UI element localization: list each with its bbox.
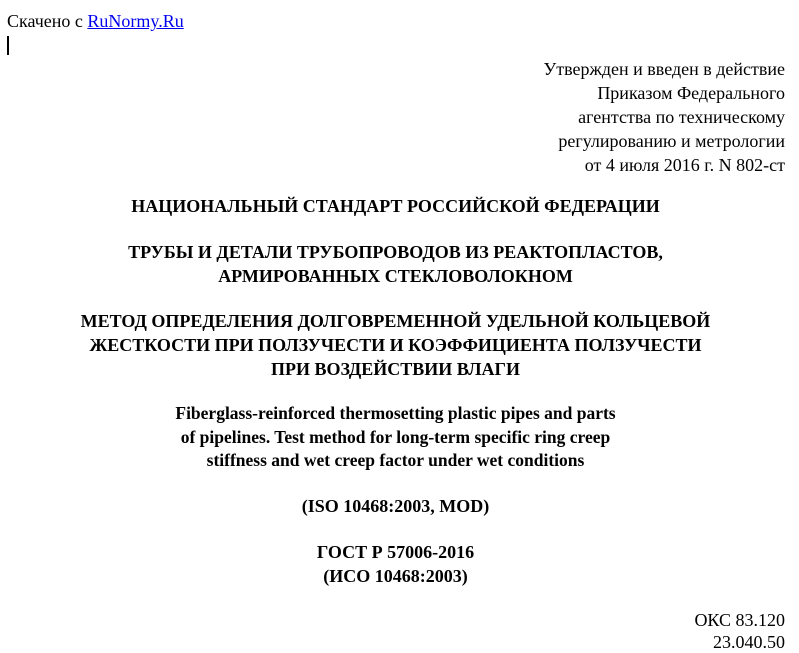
approval-line: регулированию и метрологии — [558, 131, 785, 151]
english-title-line: stiffness and wet creep factor under wet conditions — [206, 450, 585, 470]
iso-reference — [0, 494, 791, 518]
method-line: ПРИ ВОЗДЕЙСТВИИ ВЛАГИ — [271, 359, 520, 379]
approval-line: от 4 июля 2016 г. N 802-ст — [584, 155, 785, 175]
english-title-line: Fiberglass-reinforced thermosetting plastic pipes and parts — [175, 403, 616, 423]
runormy-link[interactable]: RuNormy.Ru — [87, 11, 184, 31]
oks-codes — [694, 609, 785, 653]
document-title — [0, 240, 791, 288]
iso-reference-text: (ISO 10468:2003, MOD) — [301, 496, 490, 516]
english-title-line: of pipelines. Test method for long-term specific ring creep — [180, 426, 611, 447]
national-standard-heading — [0, 194, 791, 218]
english-title — [0, 402, 791, 473]
approval-block — [543, 57, 785, 177]
approval-line: Утвержден и введен в действие — [543, 59, 785, 79]
national-standard-text: НАЦИОНАЛЬНЫЙ СТАНДАРТ РОССИЙСКОЙ ФЕДЕРАЦИИ — [131, 196, 660, 216]
gost-iso-ru: (ИСО 10468:2003) — [323, 566, 468, 586]
download-prefix: Скачено с — [7, 11, 88, 31]
download-source-line — [7, 10, 184, 32]
oks-code: ОКС 83.120 — [694, 610, 785, 630]
method-title — [0, 309, 791, 381]
method-line: ЖЕСТКОСТИ ПРИ ПОЛЗУЧЕСТИ И КОЭФФИЦИЕНТА ПОЛЗУЧЕСТИ — [89, 335, 702, 355]
title-line: ТРУБЫ И ДЕТАЛИ ТРУБОПРОВОДОВ ИЗ РЕАКТОПЛАСТОВ, — [128, 242, 663, 262]
method-line: МЕТОД ОПРЕДЕЛЕНИЯ ДОЛГОВРЕМЕННОЙ УДЕЛЬНОЙ КОЛЬЦЕВОЙ — [80, 311, 711, 331]
text-cursor — [7, 36, 9, 55]
approval-line: Приказом Федерального — [597, 83, 785, 103]
title-line: АРМИРОВАННЫХ СТЕКЛОВОЛОКНОМ — [218, 266, 573, 286]
approval-line: агентства по техническому — [578, 107, 785, 127]
oks-code: 23.040.50 — [713, 632, 785, 652]
gost-number: ГОСТ Р 57006-2016 — [316, 542, 475, 562]
gost-designation — [0, 540, 791, 588]
